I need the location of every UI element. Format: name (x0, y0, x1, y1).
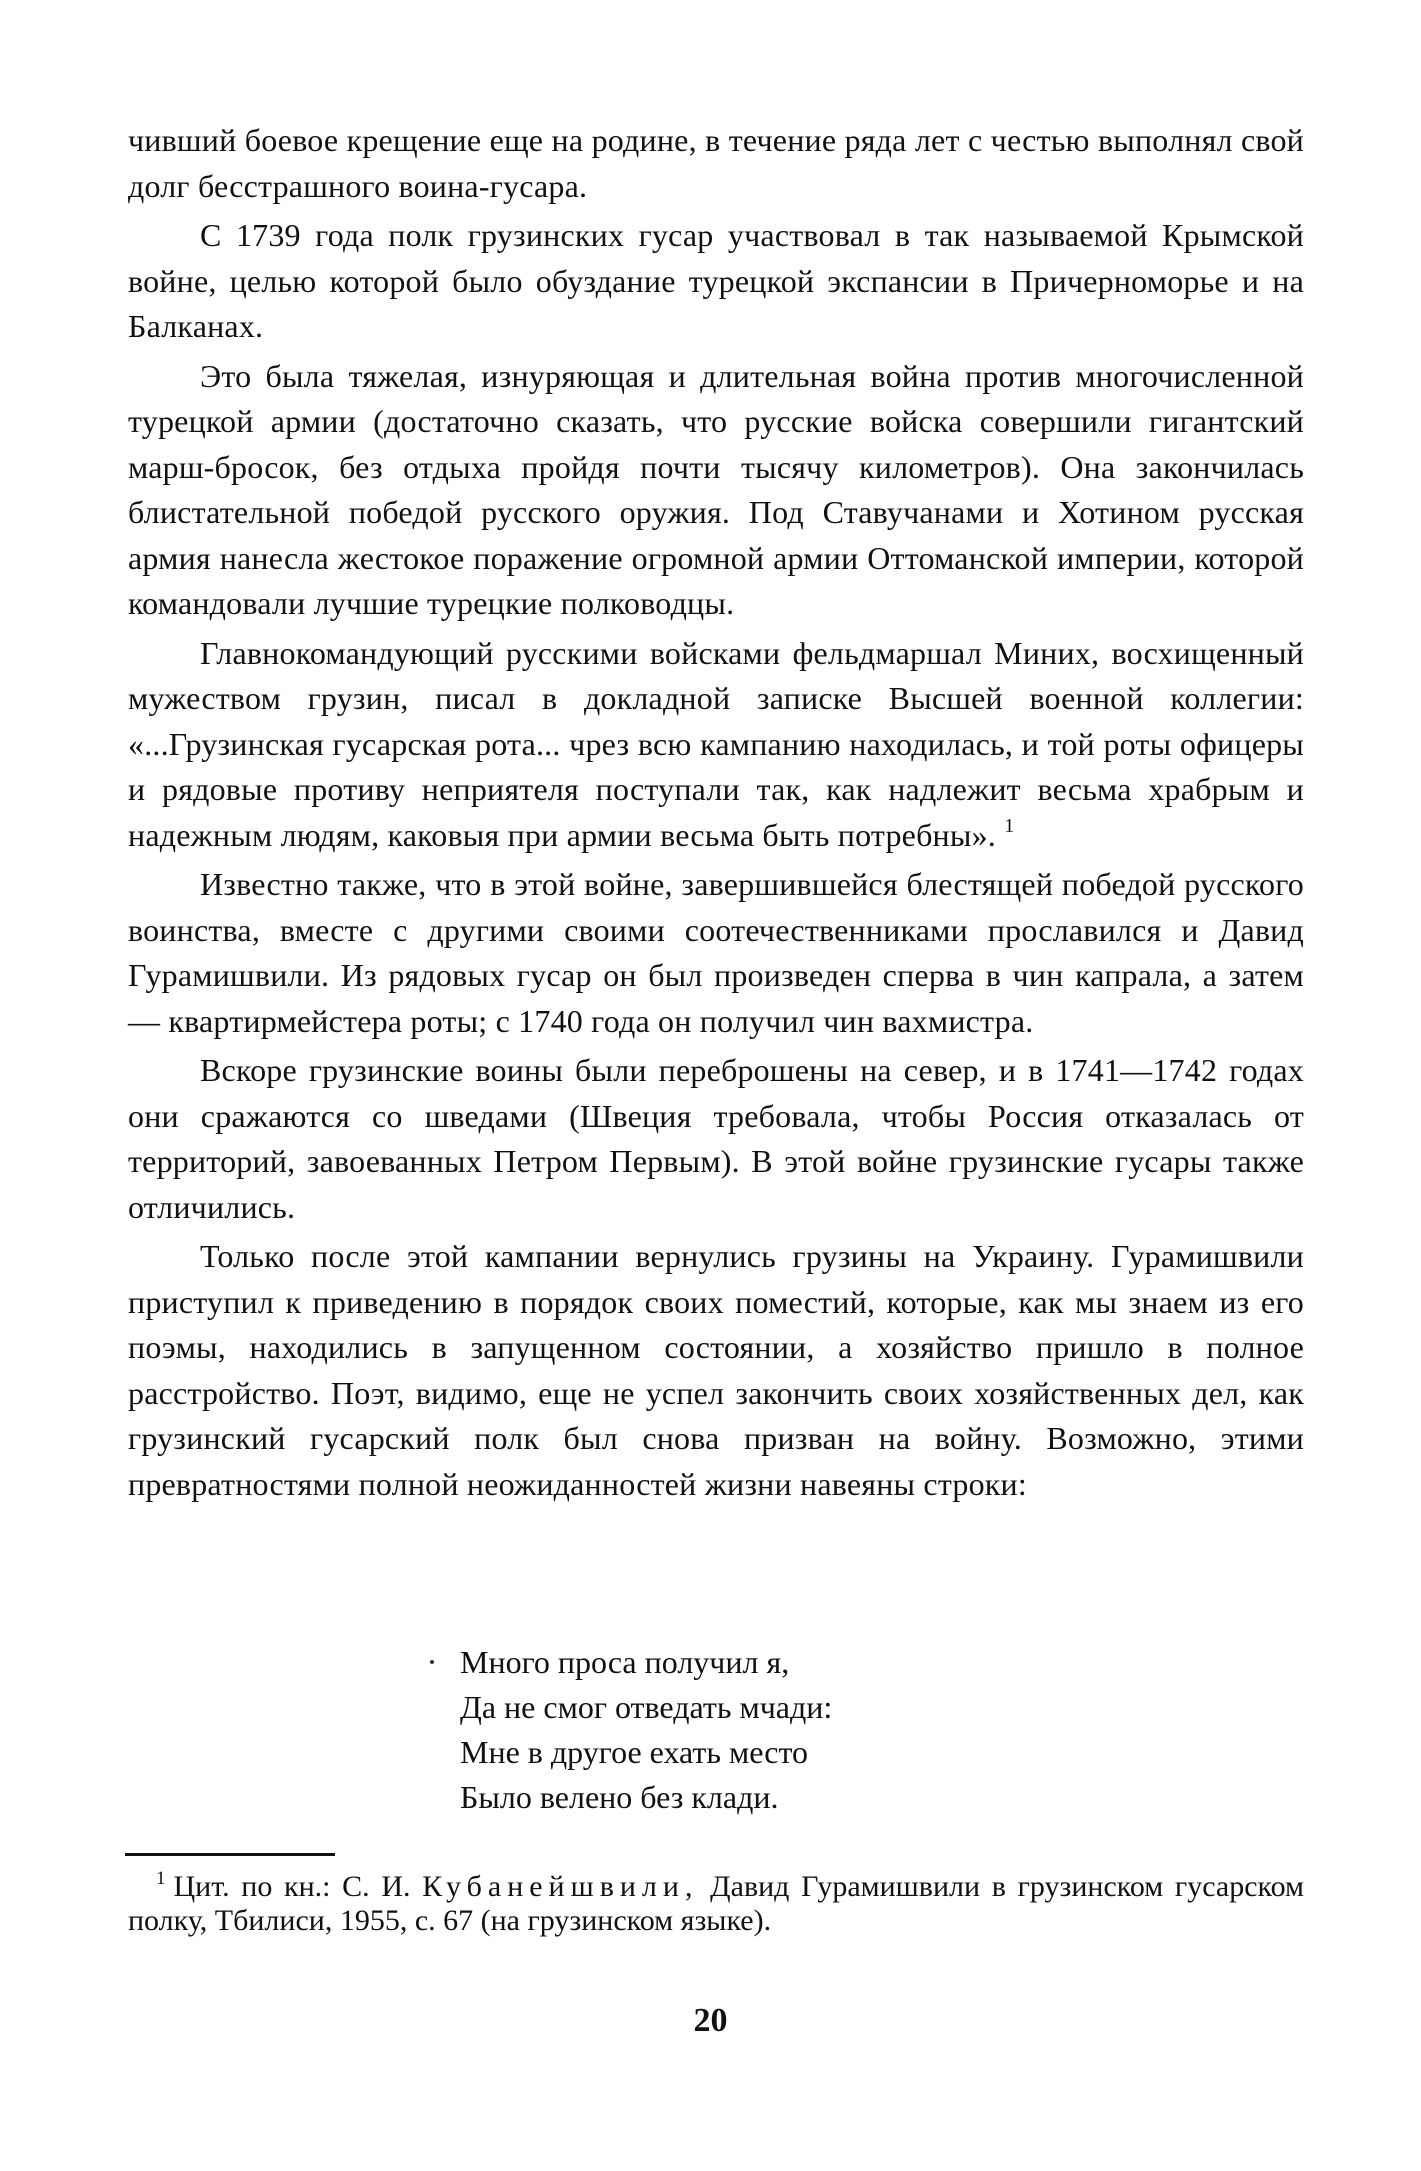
paragraph-2: С 1739 года полк грузинских гусар участвовал в так называемой Крымской войне, целью которой было обуздание турецкой экспансии в Причерноморье и на Балканах. (128, 217, 1304, 344)
poem-line-3: Мне в другое ехать место (460, 1734, 808, 1770)
paragraph-1: чивший боевое крещение еще на родине, в течение ряда лет с честью выполнял свой долг бесстрашного воина-гусара. (128, 122, 1304, 204)
paragraph-4-text: Главнокомандующий русскими войсками фельдмаршал Миних, восхищенный мужеством грузин, писал в докладной записке Высшей военной коллегии: «...Грузинская гусарская рота... чрез всю кампанию находилась, и той роты офицеры и рядовые противу неприятеля поступали так, как надлежит весьма храбрым и надежным людям, каковыя при армии весьма быть потребны». (128, 634, 1304, 853)
paragraph-4 (128, 631, 1304, 863)
paragraph-7: Только после этой кампании вернулись грузины на Украину. Гурамишвили приступил к приведению в порядок своих поместий, которые, как мы знаем из его поэмы, находились в запущенном состоянии, а хозяйство пришло в полное расстройство. Поэт, видимо, еще не успел закончить своих хозяйственных дел, как грузинский гусарский полк был снова призван на войну. Возможно, этими превратностями полной неожиданностей жизни навеяны строки: (128, 1238, 1304, 1502)
poem-line-2: Да не смог отведать мчади: (460, 1689, 833, 1725)
footnote-mark: 1 (156, 1868, 166, 1889)
page-number: 20 (693, 2002, 728, 2039)
footnote-prefix: Цит. по кн.: С. И. (173, 1870, 411, 1903)
footnote-author: Кубанейшвили, (422, 1870, 699, 1903)
paragraph-5: Известно также, что в этой войне, завершившейся блестящей победой русского воинства, вместе с другими своими соотечественниками прославился и Давид Гурамишвили. Из рядовых гусар он был произведен сперва в чин капрала, а затем — квартирмейстера роты; с 1740 года он получил чин вахмистра. (128, 866, 1304, 1039)
footnote-separator (125, 1853, 335, 1856)
paragraph-6: Вскоре грузинские воины были переброшены на север, и в 1741—1742 годах они сражаются со шведами (Швеция требовала, чтобы Россия отказалась от территорий, завоеванных Петром Первым). В этой войне грузинские гусары также отличились. (128, 1052, 1304, 1225)
poem-quote (460, 1640, 832, 1820)
poem-line-4: Было велено без клади. (460, 1779, 779, 1815)
book-page-body (128, 118, 1304, 1511)
poem-line-1: Много проса получил я, (460, 1644, 790, 1680)
footnote-citation: Давид Гурамишвили в грузинском гусарском полку, Тбилиси, 1955, с. 67 (на грузинском языке). (128, 1870, 1305, 1937)
paragraph-3: Это была тяжелая, изнуряющая и длительная война против многочисленной турецкой армии (достаточно сказать, что русские войска совершили гигантский марш-бросок, без отдыха пройдя почти тысячу километров). Она закончилась блистательной победой русского оружия. Под Ставучанами и Хотином русская армия нанесла жестокое поражение огромной армии Оттоманской империи, которой командовали лучшие турецкие полководцы. (128, 357, 1304, 621)
footnote (128, 1870, 1304, 1938)
stray-dot-mark (430, 1660, 434, 1664)
footnote-reference[interactable]: 1 (1004, 814, 1015, 837)
